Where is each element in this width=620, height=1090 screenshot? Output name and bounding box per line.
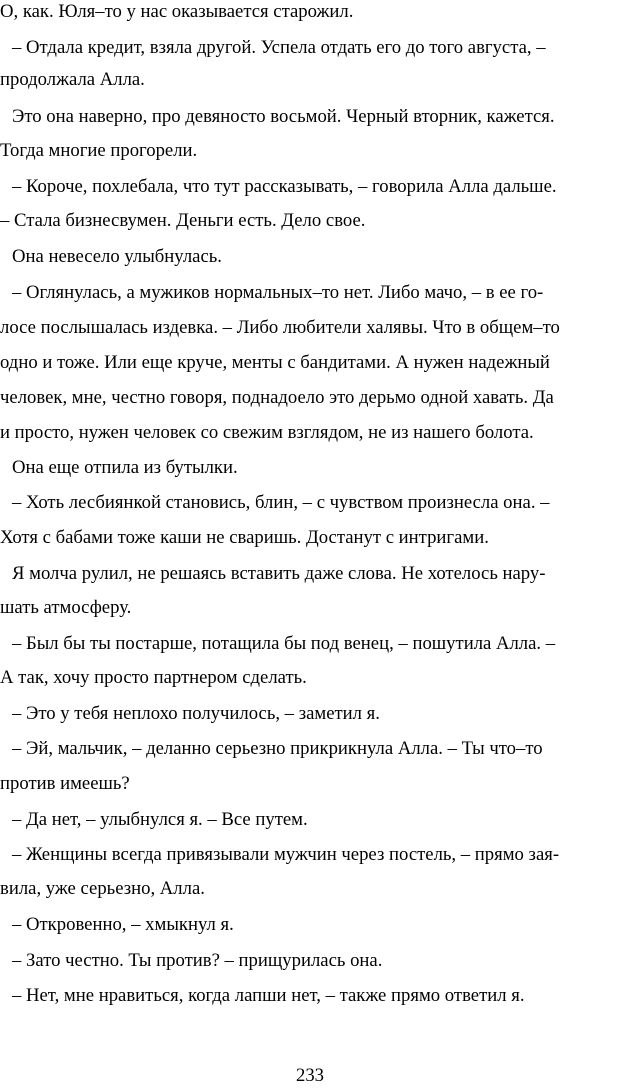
text-line: лосе послышалась издевка. – Либо любители халявы. Что в общем–то [0, 317, 560, 338]
text-line: против имеешь? [0, 773, 130, 794]
text-line: вила, уже серьезно, Алла. [0, 878, 205, 899]
page-number: 233 [295, 1065, 325, 1086]
text-line: и просто, нужен человек со свежим взглядом, не из нашего болота. [0, 422, 534, 443]
text-line: – Оглянулась, а мужиков нормальных–то нет. Либо мачо, – в ее го- [12, 282, 544, 303]
text-line: – Отдала кредит, взяла другой. Успела отдать его до того августа, – [12, 37, 546, 58]
text-line: Тогда многие прогорели. [0, 140, 198, 161]
text-line: О, как. Юля–то у нас оказывается старожил. [0, 1, 354, 22]
text-line: человек, мне, честно говоря, поднадоело это дерьмо одной хавать. Да [0, 387, 554, 408]
text-line: – Хоть лесбиянкой становись, блин, – с чувством произнесла она. – [12, 492, 550, 513]
text-line: Она невесело улыбнулась. [12, 246, 222, 267]
text-line: – Женщины всегда привязывали мужчин через постель, – прямо зая- [12, 844, 560, 865]
text-line: – Да нет, – улыбнулся я. – Все путем. [12, 809, 308, 830]
text-line: – Короче, похлебала, что тут рассказывать, – говорила Алла дальше. [12, 176, 557, 197]
text-line: одно и тоже. Или еще круче, менты с бандитами. А нужен надежный [0, 352, 550, 373]
text-line: – Это у тебя неплохо получилось, – заметил я. [12, 703, 380, 724]
text-line: Она еще отпила из бутылки. [12, 457, 238, 478]
text-line: Хотя с бабами тоже каши не сваришь. Достанут с интригами. [0, 527, 489, 548]
text-line: шать атмосферу. [0, 597, 132, 618]
text-line: Я молча рулил, не решаясь вставить даже слова. Не хотелось нару- [12, 563, 546, 584]
text-line: А так, хочу просто партнером сделать. [0, 667, 307, 688]
text-line: Это она наверно, про девяносто восьмой. Черный вторник, кажется. [12, 106, 555, 127]
text-line: продолжала Алла. [0, 69, 145, 90]
text-line: – Зато честно. Ты против? – прищурилась она. [12, 950, 383, 971]
text-line: – Откровенно, – хмыкнул я. [12, 914, 234, 935]
text-line: – Стала бизнесвумен. Деньги есть. Дело свое. [0, 210, 366, 231]
text-line: – Нет, мне нравиться, когда лапши нет, – также прямо ответил я. [12, 985, 525, 1006]
text-line: – Эй, мальчик, – деланно серьезно прикрикнула Алла. – Ты что–то [12, 738, 543, 759]
text-line: – Был бы ты постарше, потащила бы под венец, – пошутила Алла. – [12, 633, 556, 654]
